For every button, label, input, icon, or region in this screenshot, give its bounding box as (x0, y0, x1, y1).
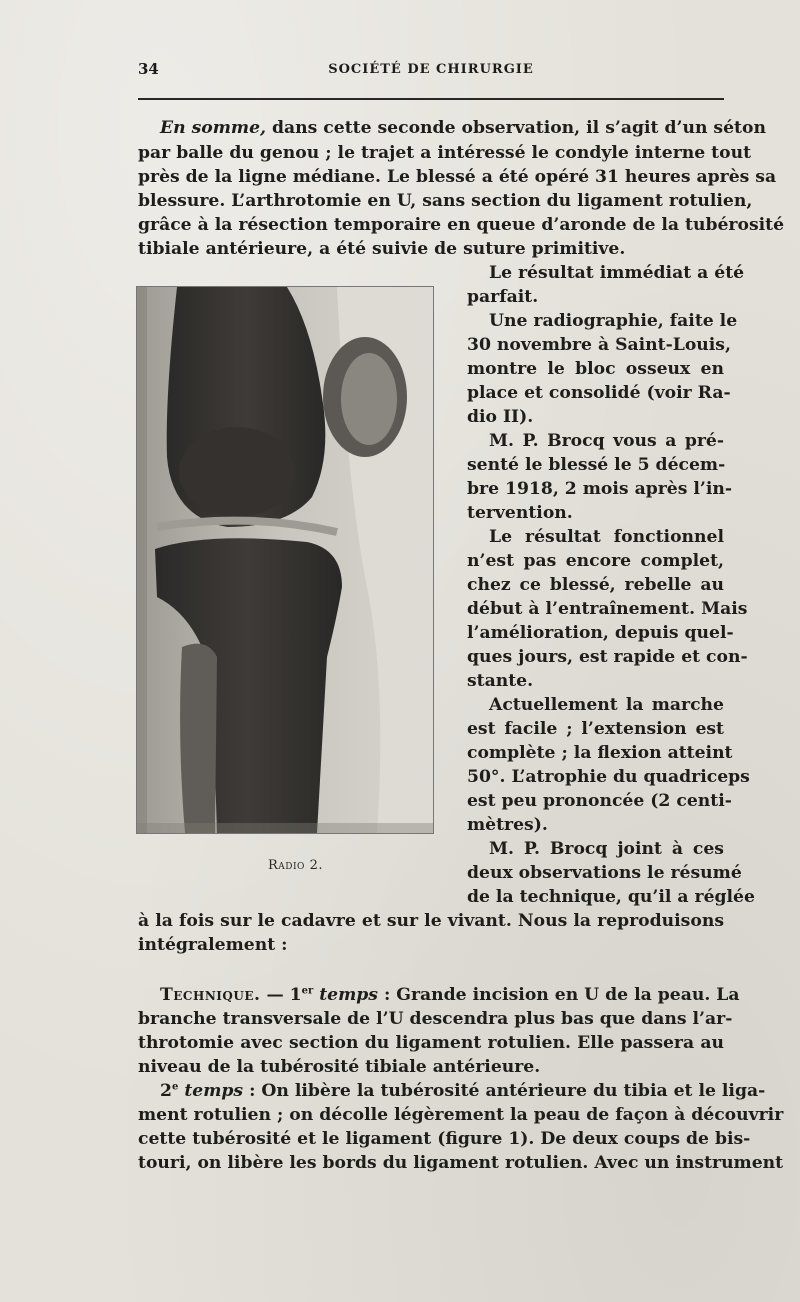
right-line-17: ques jours, est rapide et con- (467, 647, 748, 667)
right-line-22: 50°. L’atrophie du quadriceps (467, 767, 750, 787)
right-line-6: place et consolidé (voir Ra- (467, 383, 731, 403)
right-line-20: est facile ; l’extension est (467, 719, 724, 739)
right-line-11: tervention. (467, 503, 573, 523)
technique-line-5: 2e temps : On libère la tubérosité antérieure du tibia et le liga- (160, 1081, 766, 1101)
paragraph-1-line-1: En somme, dans cette seconde observation, il s’agit d’un séton (160, 118, 766, 138)
right-line-27: de la technique, qu’il a réglée (467, 887, 755, 907)
right-line-2: parfait. (467, 287, 539, 307)
right-line-4: 30 novembre à Saint-Louis, (467, 335, 731, 355)
right-line-25: M. P. Brocq joint à ces (489, 839, 724, 859)
right-line-5: montre le bloc osseux en (467, 359, 724, 379)
technique-line-8: touri, on libère les bords du ligament rotulien. Avec un instrument (138, 1153, 784, 1173)
page-number: 34 (138, 60, 159, 78)
technique-line-3: throtomie avec section du ligament rotulien. Elle passera au (138, 1033, 724, 1053)
right-line-1: Le résultat immédiat a été (489, 263, 745, 283)
right-line-9: senté le blessé le 5 décem- (467, 455, 726, 475)
technique-line-7: cette tubérosité et le ligament (figure 1). De deux coups de bis- (138, 1129, 751, 1149)
right-line-8: M. P. Brocq vous a pré- (489, 431, 724, 451)
paragraph-1-line-5: grâce à la résection temporaire en queue d’aronde de la tubérosité (138, 215, 785, 235)
technique-line-1: Technique. — 1er temps : Grande incision en U de la peau. La (160, 985, 740, 1005)
xray-radio-2 (136, 286, 434, 834)
right-line-21: complète ; la flexion atteint (467, 743, 733, 763)
right-line-3: Une radiographie, faite le (489, 311, 738, 331)
figure-caption: Radio 2. (268, 858, 323, 873)
technique-label: Technique. (160, 985, 261, 1005)
after-figure-line-1: à la fois sur le cadavre et sur le vivant. Nous la reproduisons (138, 911, 724, 931)
right-line-18: stante. (467, 671, 534, 691)
right-line-26: deux observations le résumé (467, 863, 742, 883)
paragraph-1-line-4: blessure. L’arthrotomie en U, sans section du ligament rotulien, (138, 191, 753, 211)
right-line-13: n’est pas encore complet, (467, 551, 724, 571)
right-line-7: dio II). (467, 407, 534, 427)
technique-line-6: ment rotulien ; on décolle légèrement la peau de façon à découvrir (138, 1105, 784, 1125)
header-rule (138, 98, 724, 100)
right-line-12: Le résultat fonctionnel (489, 527, 724, 547)
paragraph-1-line-2: par balle du genou ; le trajet a intéressé le condyle interne tout (138, 143, 752, 163)
running-header (138, 58, 724, 88)
right-line-15: début à l’entraînement. Mais (467, 599, 748, 619)
technique-line-4: niveau de la tubérosité tibiale antérieure. (138, 1057, 541, 1077)
running-title: SOCIÉTÉ DE CHIRURGIE (328, 62, 534, 77)
technique-line-2: branche transversale de l’U descendra plus bas que dans l’ar- (138, 1009, 733, 1029)
right-line-23: est peu prononcée (2 centi- (467, 791, 732, 811)
right-line-14: chez ce blessé, rebelle au (467, 575, 724, 595)
right-line-10: bre 1918, 2 mois après l’in- (467, 479, 733, 499)
right-line-19: Actuellement la marche (489, 695, 724, 715)
after-figure-line-2: intégralement : (138, 935, 288, 955)
right-line-16: l’amélioration, depuis quel- (467, 623, 734, 643)
paragraph-1-line-6: tibiale antérieure, a été suivie de suture primitive. (138, 239, 626, 259)
paragraph-1-line-3: près de la ligne médiane. Le blessé a été opéré 31 heures après sa (138, 167, 777, 187)
right-line-24: mètres). (467, 815, 548, 835)
